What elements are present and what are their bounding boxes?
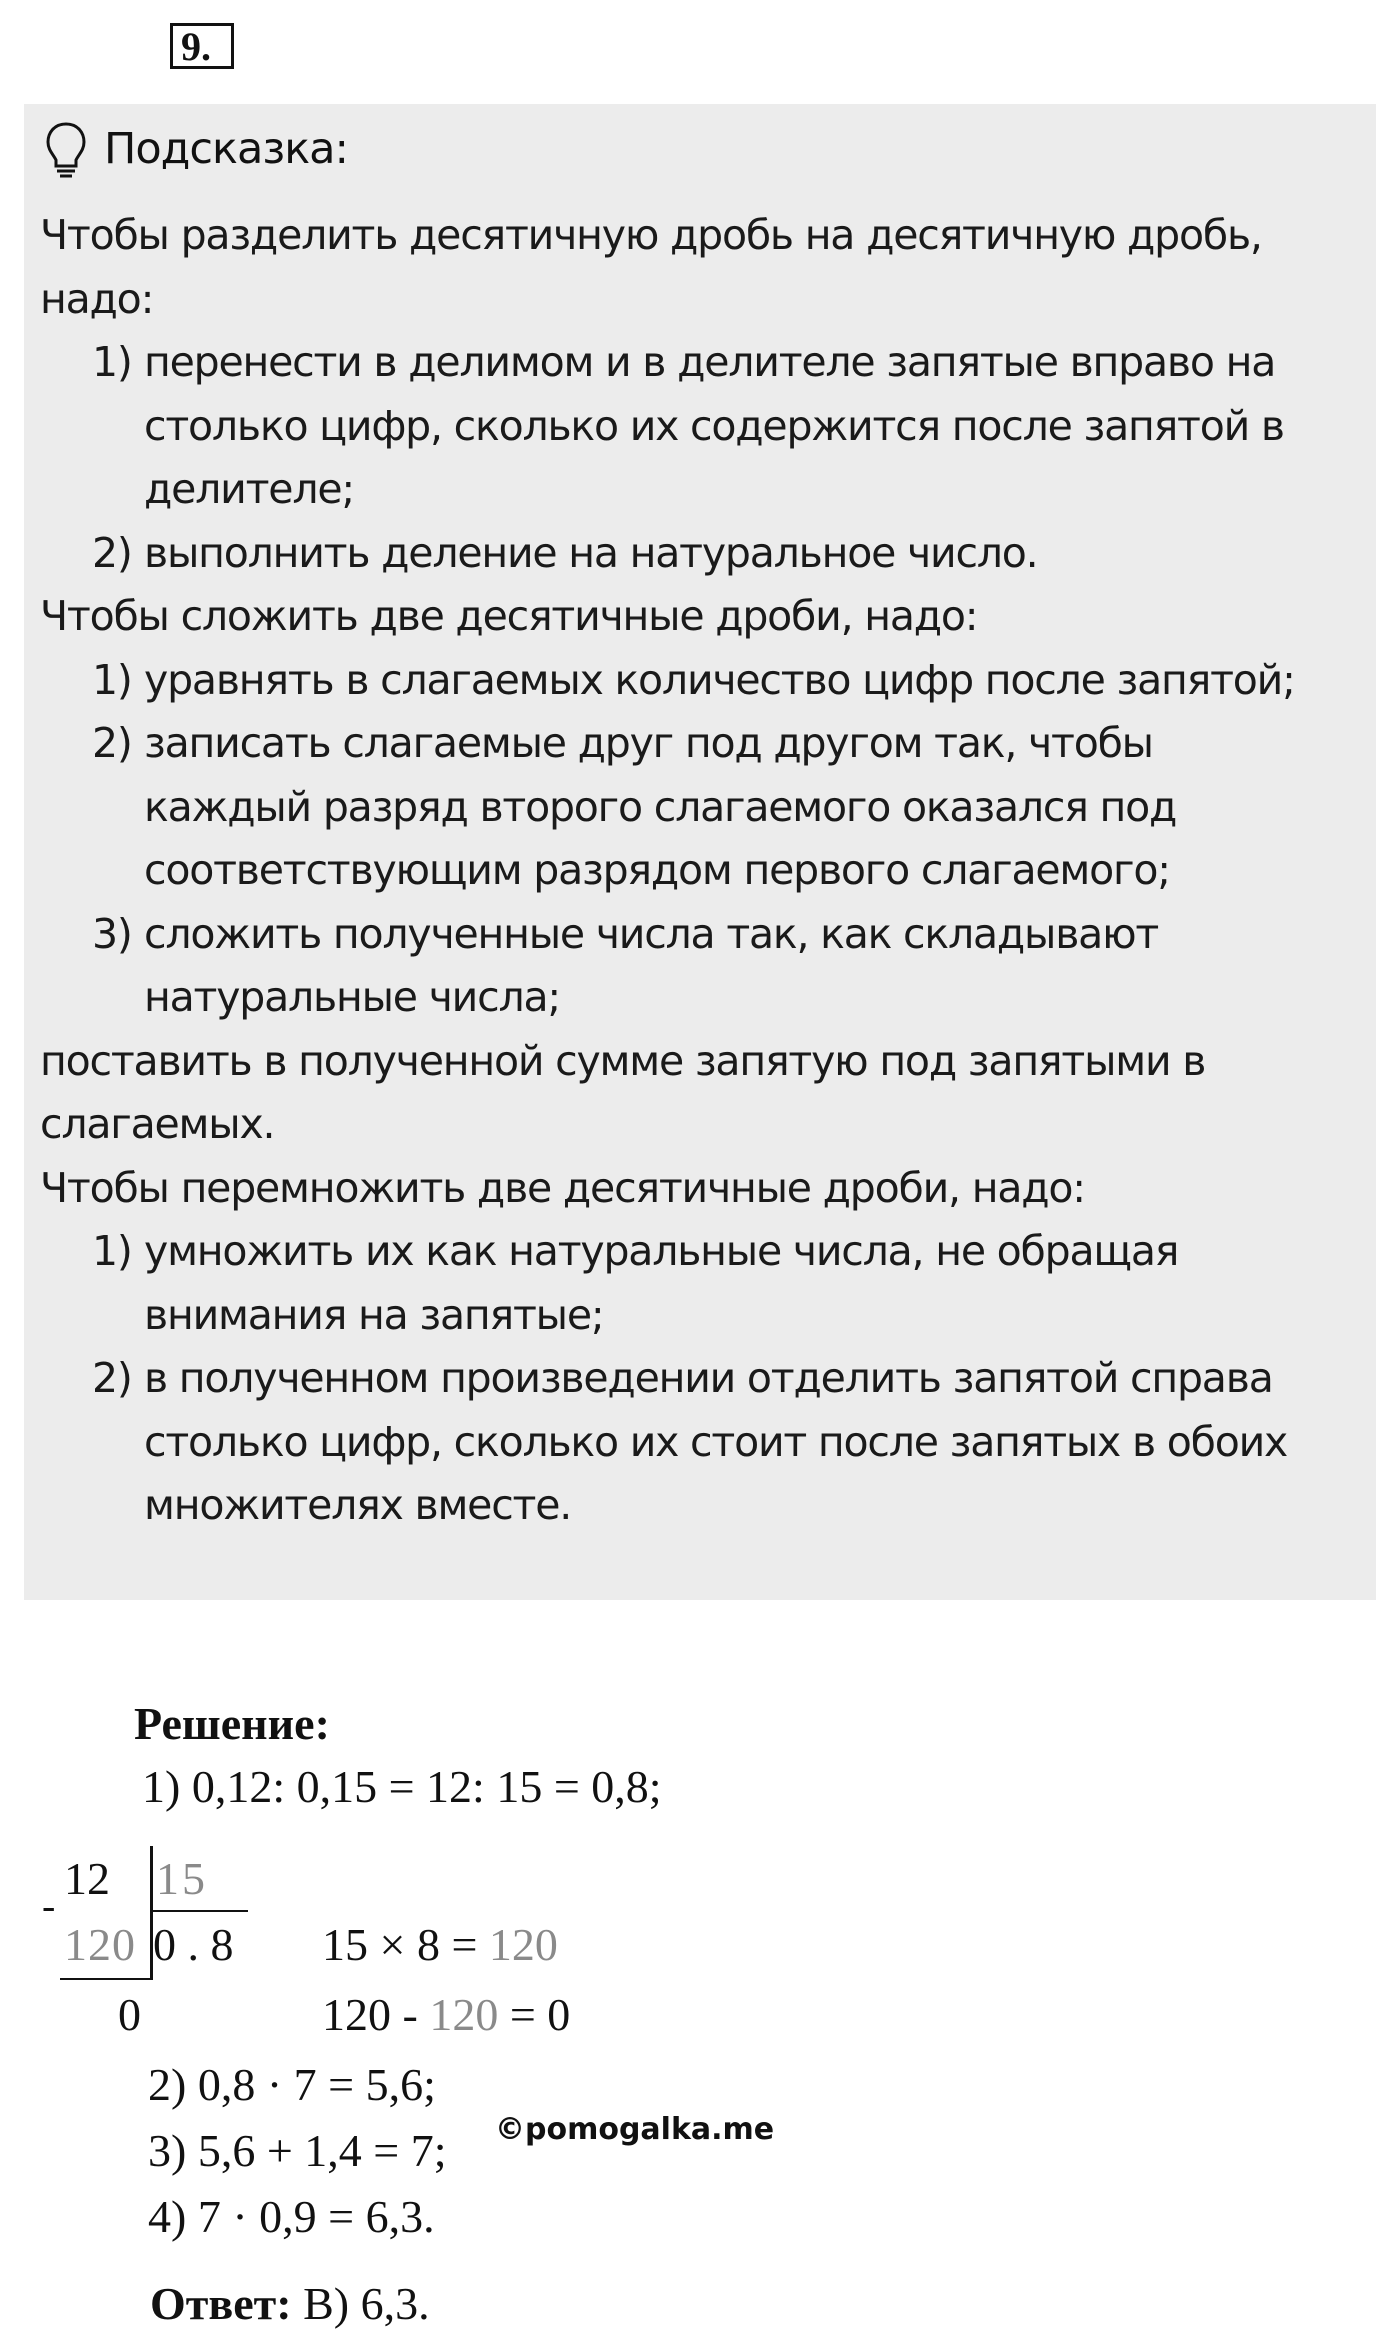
- division-intro-1: Чтобы разделить десятичную дробь на десятичную дробь,: [40, 211, 1262, 259]
- check-multiplication-expr: 15 × 8 =: [322, 1919, 489, 1970]
- list-number: 2): [92, 528, 132, 577]
- list-text: множителях вместе.: [144, 1481, 572, 1529]
- check-multiplication: [322, 1918, 558, 1971]
- list-number: 2): [92, 719, 132, 767]
- long-division-minus: -: [42, 1883, 56, 1928]
- list-text: натуральные числа;: [144, 973, 560, 1021]
- check-subtraction-mid: 120: [429, 1989, 499, 2040]
- check-multiplication-result: 120: [488, 1919, 558, 1970]
- long-division-divisor: 15: [156, 1853, 208, 1904]
- long-division-quotient-line: [150, 1910, 248, 1912]
- list-number: 3): [92, 909, 132, 958]
- list-text: делителе;: [144, 465, 354, 513]
- list-text: в полученном произведении отделить запятой справа: [144, 1354, 1273, 1402]
- solution-step-2: 2) 0,8 · 7 = 5,6;: [148, 2059, 436, 2110]
- answer-label: Ответ:: [150, 2278, 292, 2329]
- multiplication-step-1: [40, 1220, 1360, 1347]
- list-text: уравнять в слагаемых количество цифр после запятой;: [144, 655, 1295, 704]
- multiplication-step-2: [40, 1347, 1360, 1538]
- solution-step-3: 3) 5,6 + 1,4 = 7;: [148, 2125, 447, 2176]
- addition-step-2: [40, 712, 1360, 903]
- multiplication-intro: Чтобы перемножить две десятичные дроби, надо:: [40, 1163, 1085, 1212]
- list-number: 1): [92, 655, 132, 704]
- list-number: 2): [92, 1354, 132, 1402]
- long-division-dividend: 12: [64, 1853, 110, 1904]
- hint-body: [40, 204, 1360, 1538]
- addition-outro-2: слагаемых.: [40, 1100, 275, 1148]
- list-text: соответствующим разрядом первого слагаемого;: [144, 846, 1170, 894]
- addition-step-1: [40, 649, 1360, 713]
- long-division-subtrahend: 120: [64, 1919, 136, 1970]
- long-division-vertical-line: [150, 1846, 153, 1979]
- long-division-quotient: 0 . 8: [153, 1919, 234, 1970]
- list-text: перенести в делимом и в делителе запятые вправо на: [144, 338, 1276, 386]
- task-number: 9.: [170, 23, 234, 69]
- division-step-2: [40, 522, 1360, 586]
- list-number: 1): [92, 1227, 132, 1275]
- check-subtraction-expr: 120 -: [322, 1989, 430, 2040]
- hint-title: Подсказка:: [104, 124, 349, 174]
- solution-step-1: 1) 0,12: 0,15 = 12: 15 = 0,8;: [142, 1761, 662, 1812]
- list-text: каждый разряд второго слагаемого оказался под: [144, 782, 1177, 831]
- list-text: столько цифр, сколько их стоит после запятых в обоих: [144, 1417, 1288, 1466]
- long-division-subtraction-line: [60, 1978, 153, 1980]
- answer: [150, 2277, 430, 2330]
- addition-step-3: [40, 903, 1360, 1030]
- list-text: сложить полученные числа так, как складывают: [144, 909, 1159, 958]
- answer-value: В) 6,3.: [291, 2278, 430, 2329]
- list-text: столько цифр, сколько их содержится после запятой в: [144, 401, 1284, 450]
- list-text: внимания на запятые;: [144, 1290, 604, 1339]
- list-number: 1): [92, 338, 132, 386]
- addition-intro: Чтобы сложить две десятичные дроби, надо:: [40, 592, 978, 640]
- hint-panel: [24, 104, 1376, 1600]
- list-text: умножить их как натуральные числа, не обращая: [144, 1227, 1179, 1275]
- division-step-1: [40, 331, 1360, 522]
- solution-heading: Решение:: [134, 1698, 330, 1749]
- addition-outro-1: поставить в полученной сумме запятую под запятыми в: [40, 1036, 1206, 1085]
- check-subtraction-result: = 0: [498, 1989, 571, 2040]
- long-division-remainder: 0: [118, 1989, 141, 2040]
- list-text: записать слагаемые друг под другом так, чтобы: [144, 719, 1153, 767]
- check-subtraction: [322, 1988, 570, 2041]
- solution-step-4: 4) 7 · 0,9 = 6,3.: [148, 2191, 435, 2242]
- division-intro-2: надо:: [40, 274, 154, 323]
- watermark: ©pomogalka.me: [495, 2112, 775, 2147]
- lightbulb-icon: [44, 120, 88, 180]
- list-text: выполнить деление на натуральное число.: [144, 528, 1038, 577]
